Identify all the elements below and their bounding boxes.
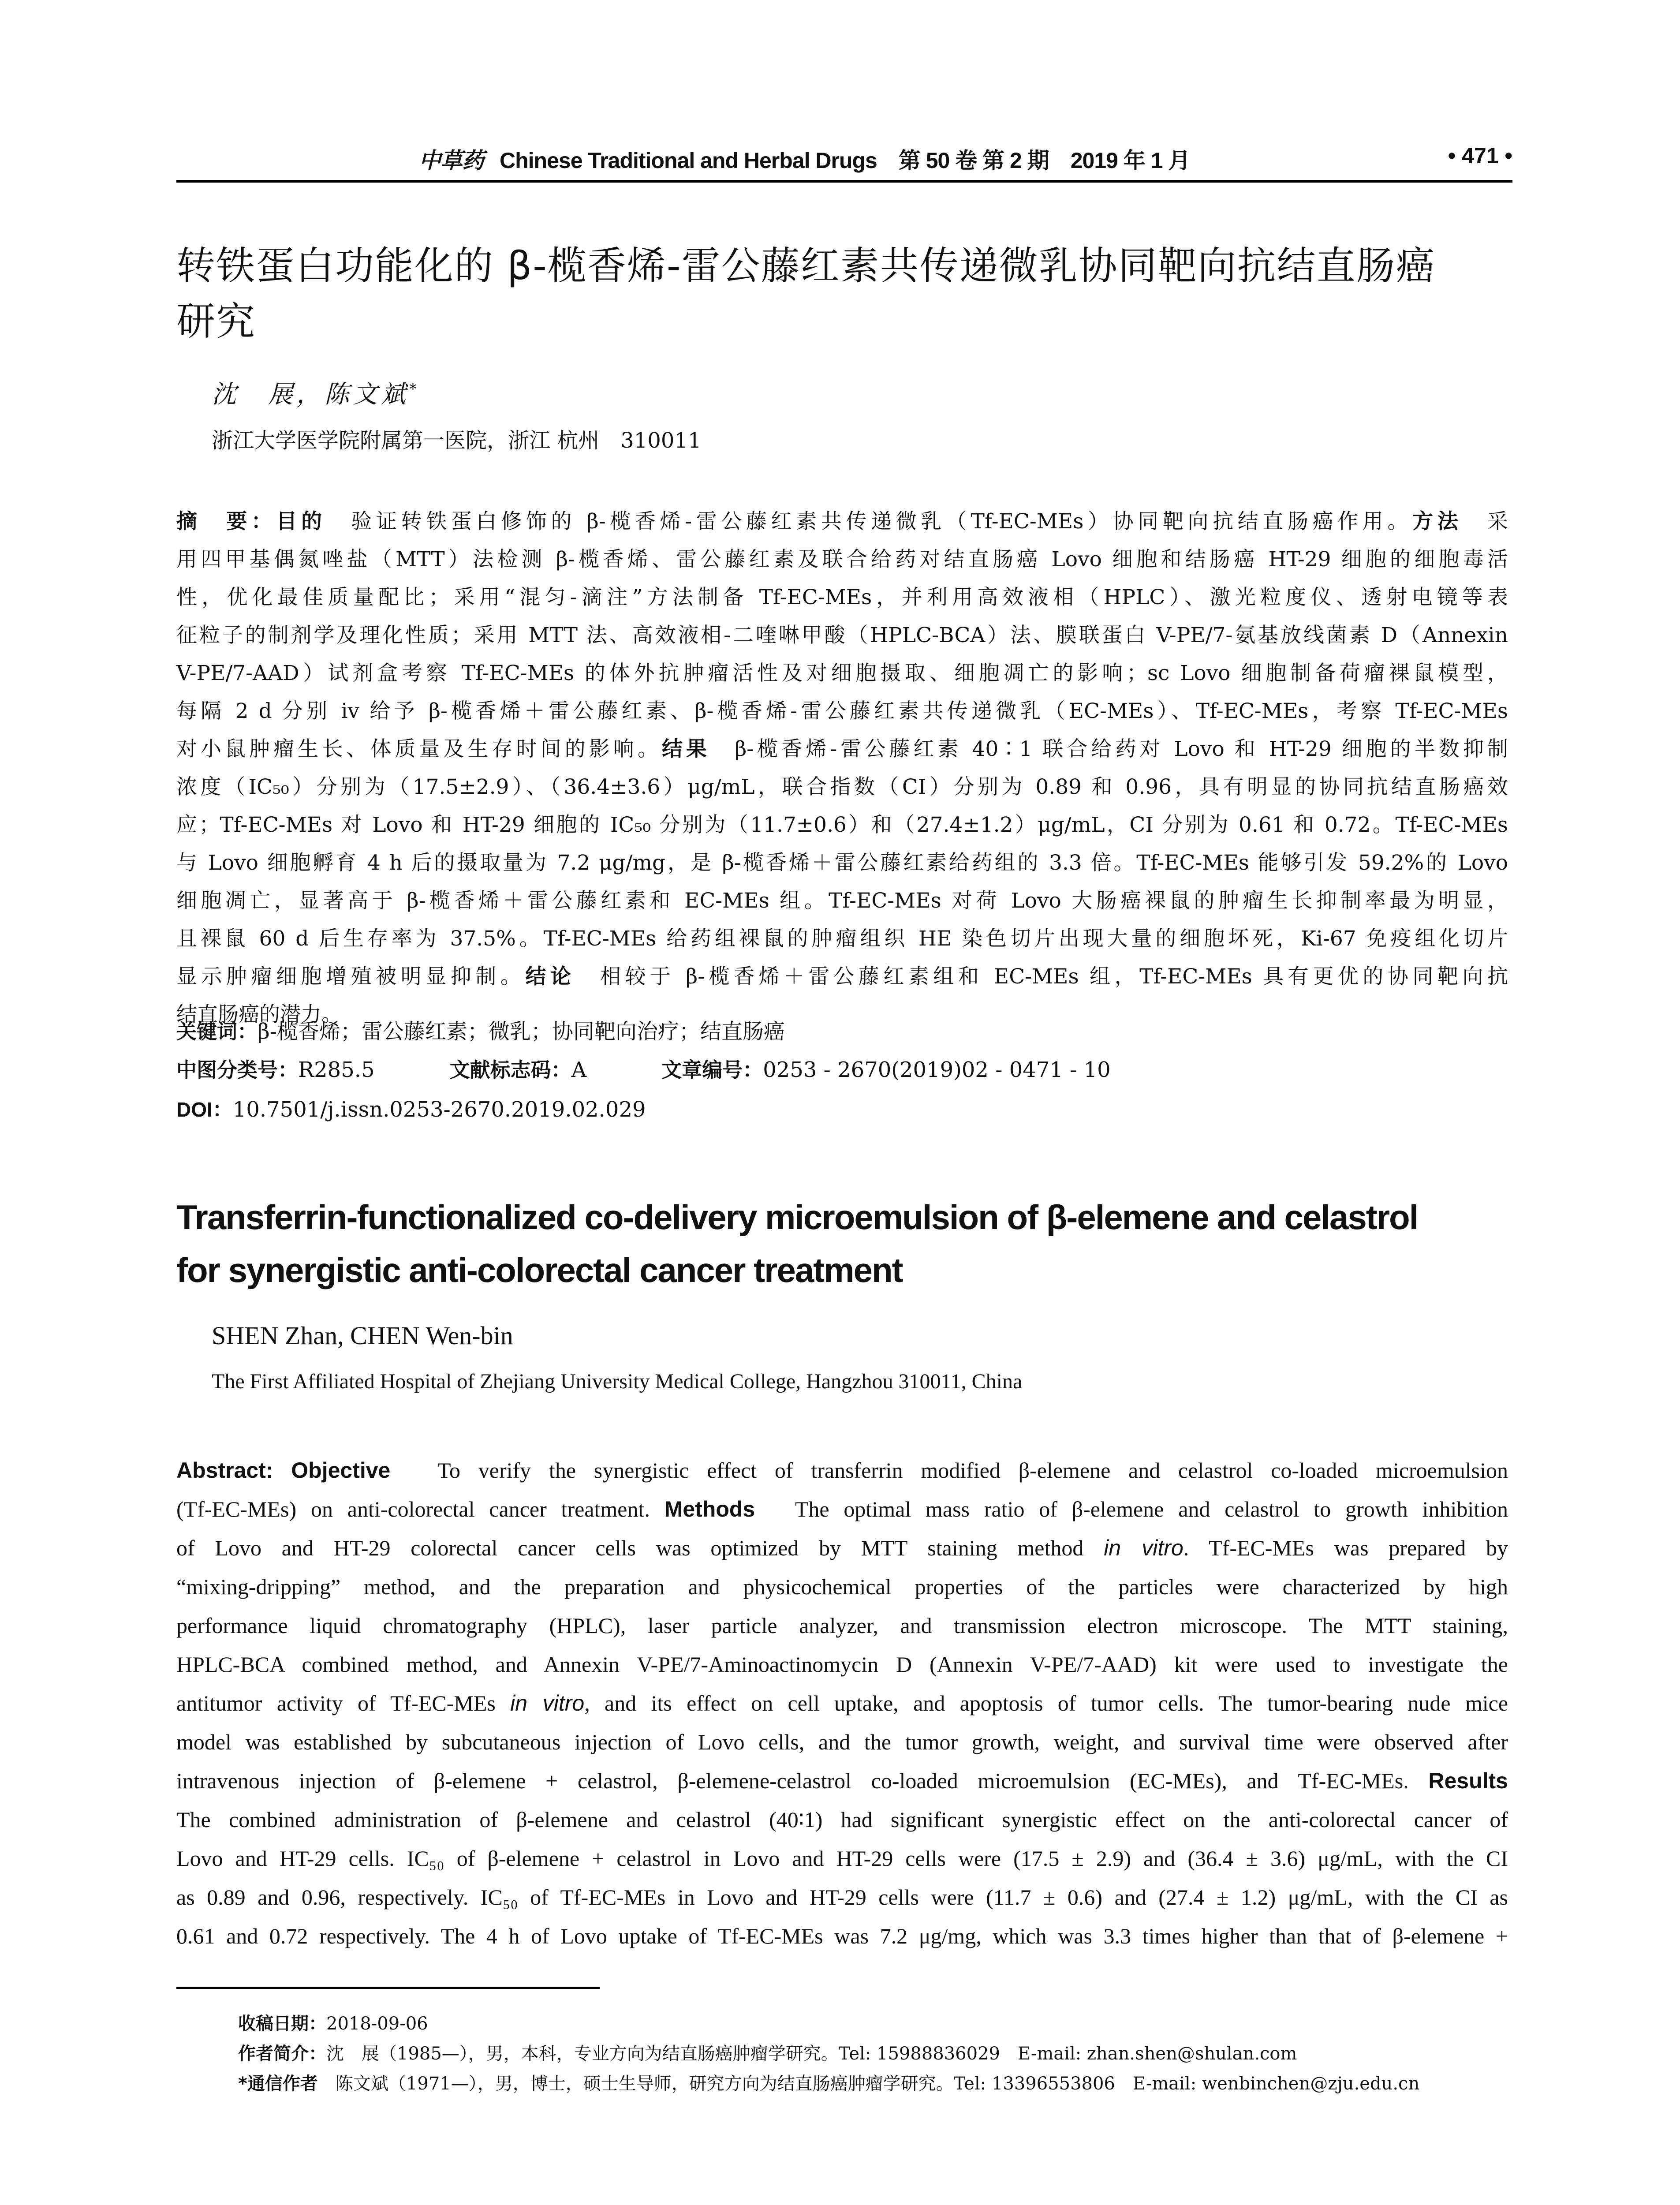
author-names: 沈 展，陈文斌 [212, 380, 409, 409]
abstract-line: The combined administration of β-elemene and celastrol (40∶1) had significant synergistic effect on the anti-colorectal cancer of [176, 1807, 1508, 1832]
footnote-received [238, 2009, 1419, 2039]
abstract-text: of Lovo and HT-29 colorectal cancer cells was optimized by MTT staining method [176, 1536, 1084, 1560]
english-title [176, 1191, 1521, 1297]
abstract-line: 0.61 and 0.72 respectively. The 4 h of Lovo uptake of Tf-EC-MEs was 7.2 μg/mg, which was 3.3 times higher than that of β-elemene + [176, 1924, 1508, 1948]
abstract-text: 相较于 β-榄香烯＋雷公藤红素组和 EC-MEs 组，Tf-EC-MEs 具有更优的协同靶向抗 [575, 964, 1508, 989]
keywords-text: β-榄香烯；雷公藤红素；微乳；协同靶向治疗；结直肠癌 [258, 1019, 785, 1044]
abstract-line: HPLC-BCA combined method, and Annexin V-PE/7-Aminoactinomycin D (Annexin V-PE/7-AAD) kit were used to investigate the [176, 1652, 1508, 1677]
doccode-value: A [571, 1058, 587, 1082]
article-no-label: 文章编号： [661, 1058, 763, 1082]
abstract-line: 每隔 2 d 分别 iv 给予 β-榄香烯＋雷公藤红素、β-榄香烯-雷公藤红素共传递微乳（EC-MEs）、Tf-EC-MEs，考察 Tf-EC-MEs [176, 699, 1508, 723]
abstract-line: 结直肠癌的潜力。 [176, 1002, 342, 1027]
running-header [176, 140, 1512, 183]
chinese-title-line: 转铁蛋白功能化的 β-榄香烯-雷公藤红素共传递微乳协同靶向抗结直肠癌 [176, 243, 1436, 288]
in-vitro-term: in vitro [510, 1691, 585, 1715]
article-no-value: 0253 - 2670(2019)02 - 0471 - 10 [763, 1058, 1111, 1082]
abstract-line: 征粒子的制剂学及理化性质；采用 MTT 法、高效液相-二喹啉甲酸（HPLC-BCA）法、膜联蛋白 V-PE/7-氨基放线菌素 D（Annexin [176, 623, 1508, 647]
abstract-line: as 0.89 and 0.96, respectively. IC₅₀ of Tf-EC-MEs in Lovo and HT-29 cells were (11.7 ± 0.6) and (27.4 ± 1.2) μg/mL, with the CI as [176, 1885, 1508, 1910]
author-info-label: 作者简介： [238, 2044, 326, 2064]
abstract-line [176, 1451, 1508, 1490]
abstract-line: V-PE/7-AAD）试剂盒考察 Tf-EC-MEs 的体外抗肿瘤活性及对细胞摄取、细胞凋亡的影响；sc Lovo 细胞制备荷瘤裸鼠模型， [176, 661, 1508, 685]
objective-label: Objective [291, 1458, 391, 1483]
footnote-corresponding [238, 2069, 1419, 2099]
abstract-text: To verify the synergistic effect of transferrin modified β-elemene and celastrol co-loaded microemulsion [437, 1458, 1508, 1483]
abstract-line: 浓度（IC₅₀）分别为（17.5±2.9）、（36.4±3.6）μg/mL，联合指数（CI）分别为 0.89 和 0.96，具有明显的协同抗结直肠癌效 [176, 775, 1508, 799]
abstract-text: (Tf-EC-MEs) on anti-colorectal cancer treatment. [176, 1497, 650, 1521]
abstract-line: “mixing-dripping” method, and the preparation and physicochemical properties of the particles were characterized by high [176, 1574, 1508, 1599]
chinese-abstract [176, 503, 1508, 1034]
abstract-line: 用四甲基偶氮唑盐（MTT）法检测 β-榄香烯、雷公藤红素及联合给药对结直肠癌 Lovo 细胞和结肠癌 HT-29 细胞的细胞毒活 [176, 547, 1508, 572]
abstract-line: 且裸鼠 60 d 后生存率为 37.5%。Tf-EC-MEs 给药组裸鼠的肿瘤组织 HE 染色切片出现大量的细胞坏死，Ki-67 免疫组化切片 [176, 927, 1508, 951]
footnote-divider [176, 1987, 600, 1989]
author-info: 沈 展（1985—），男，本科，专业方向为结直肠癌肿瘤学研究。Tel: 15988836029 E-mail: zhan.shen@shulan.com [326, 2044, 1297, 2064]
abstract-line: performance liquid chromatography (HPLC), laser particle analyzer, and transmission electron microscope. The MTT staining, [176, 1613, 1508, 1638]
abstract-line [176, 958, 1508, 996]
journal-logo: 中草药 [419, 147, 484, 173]
journal-issue: Chinese Traditional and Herbal Drugs 第 50 卷 第 2 期 2019 年 1 月 [500, 148, 1190, 173]
english-title-line: for synergistic anti-colorectal cancer treatment [176, 1251, 903, 1289]
footnote-author [238, 2039, 1419, 2069]
abstract-label: Abstract: [176, 1458, 273, 1483]
conclusion-label: 结论 [525, 964, 575, 989]
received-date: 2018-09-06 [326, 2014, 428, 2034]
methods-label: 方法 [1412, 509, 1463, 534]
abstract-line: 细胞凋亡，显著高于 β-榄香烯＋雷公藤红素和 EC-MEs 组。Tf-EC-MEs 对荷 Lovo 大肠癌裸鼠的肿瘤生长抑制率最为明显， [176, 889, 1508, 913]
abstract-line [176, 1490, 1508, 1529]
english-title-line: Transferrin-functionalized co-delivery microemulsion of β-elemene and celastrol [176, 1198, 1418, 1237]
abstract-line: 应；Tf-EC-MEs 对 Lovo 和 HT-29 细胞的 IC₅₀ 分别为（11.7±0.6）和（27.4±1.2）μg/mL，CI 分别为 0.61 和 0.72。Tf-EC-MEs [176, 813, 1508, 837]
abstract-label: 摘 要： [176, 509, 276, 534]
footnotes [238, 2009, 1419, 2099]
doi-link[interactable]: 10.7501/j.issn.0253-2670.2019.02.029 [232, 1097, 646, 1122]
abstract-text: 对小鼠肿瘤生长、体质量及生存时间的影响。 [176, 737, 662, 761]
doi-label: DOI： [176, 1098, 233, 1121]
english-abstract [176, 1451, 1508, 1955]
clc-label: 中图分类号： [176, 1058, 298, 1082]
abstract-line [176, 1761, 1508, 1800]
classification-line [176, 1054, 1111, 1083]
doccode-label: 文献标志码： [449, 1058, 571, 1082]
abstract-line [176, 503, 1508, 541]
journal-info [419, 143, 1190, 175]
english-affiliation: The First Affiliated Hospital of Zhejiang University Medical College, Hangzhou 310011, China [212, 1370, 1023, 1393]
in-vitro-term: in vitro [1104, 1536, 1183, 1560]
abstract-text: antitumor activity of Tf-EC-MEs [176, 1691, 496, 1715]
abstract-line [176, 730, 1508, 768]
abstract-line [176, 1529, 1508, 1567]
abstract-text: 验证转铁蛋白修饰的 β-榄香烯-雷公藤红素共传递微乳（Tf-EC-MEs）协同靶向抗结直肠癌作用。 [326, 509, 1413, 534]
abstract-text: 采 [1462, 509, 1508, 534]
chinese-title-line: 研究 [176, 299, 256, 344]
results-label: Results [1428, 1768, 1508, 1793]
corresponding-info: 陈文斌（1971—），男，博士，硕士生导师，研究方向为结直肠癌肿瘤学研究。Tel: 13396553806 E-mail: wenbinchen@zju.edu.cn [317, 2074, 1420, 2094]
english-authors: SHEN Zhan, CHEN Wen-bin [212, 1321, 513, 1350]
chinese-title [176, 238, 1521, 349]
methods-label: Methods [664, 1497, 755, 1521]
results-label: 结果 [661, 737, 711, 761]
abstract-line: Lovo and HT-29 cells. IC₅₀ of β-elemene + celastrol in Lovo and HT-29 cells were (17.5 ± 2.9) and (36.4 ± 3.6) μg/mL, with the CI [176, 1846, 1508, 1871]
chinese-authors [212, 375, 417, 410]
chinese-affiliation: 浙江大学医学院附属第一医院，浙江 杭州 310011 [212, 428, 702, 453]
clc-value: R285.5 [298, 1058, 375, 1082]
abstract-line: model was established by subcutaneous injection of Lovo cells, and the tumor growth, weight, and survival time were observed after [176, 1730, 1508, 1754]
abstract-text: The optimal mass ratio of β-elemene and celastrol to growth inhibition [795, 1497, 1508, 1521]
page-number: • 471 • [1448, 143, 1512, 168]
abstract-text: β-榄香烯-雷公藤红素 40∶1 联合给药对 Lovo 和 HT-29 细胞的半数抑制 [710, 737, 1508, 761]
corresponding-mark: * [409, 380, 417, 398]
received-label: 收稿日期： [238, 2014, 326, 2034]
keywords-label: 关键词： [176, 1020, 258, 1043]
corresponding-label: *通信作者 [238, 2074, 318, 2094]
abstract-text: intravenous injection of β-elemene + celastrol, β-elemene-celastrol co-loaded microemulsion (EC-MEs), and Tf-EC-MEs. [176, 1768, 1409, 1793]
abstract-line: 与 Lovo 细胞孵育 4 h 后的摄取量为 7.2 μg/mg，是 β-榄香烯＋雷公藤红素给药组的 3.3 倍。Tf-EC-MEs 能够引发 59.2%的 Lovo [176, 851, 1508, 875]
abstract-text: . Tf-EC-MEs was prepared by [1183, 1536, 1508, 1560]
abstract-text: , and its effect on cell uptake, and apoptosis of tumor cells. The tumor-bearing nude mice [584, 1691, 1508, 1715]
doi-line [176, 1094, 646, 1123]
abstract-line: 性，优化最佳质量配比；采用“混匀-滴注”方法制备 Tf-EC-MEs，并利用高效液相（HPLC）、激光粒度仪、透射电镜等表 [176, 585, 1508, 609]
abstract-text: 显示肿瘤细胞增殖被明显抑制。 [176, 964, 526, 989]
objective-label: 目的 [276, 509, 326, 534]
abstract-line [176, 1684, 1508, 1723]
keywords [176, 1014, 785, 1045]
